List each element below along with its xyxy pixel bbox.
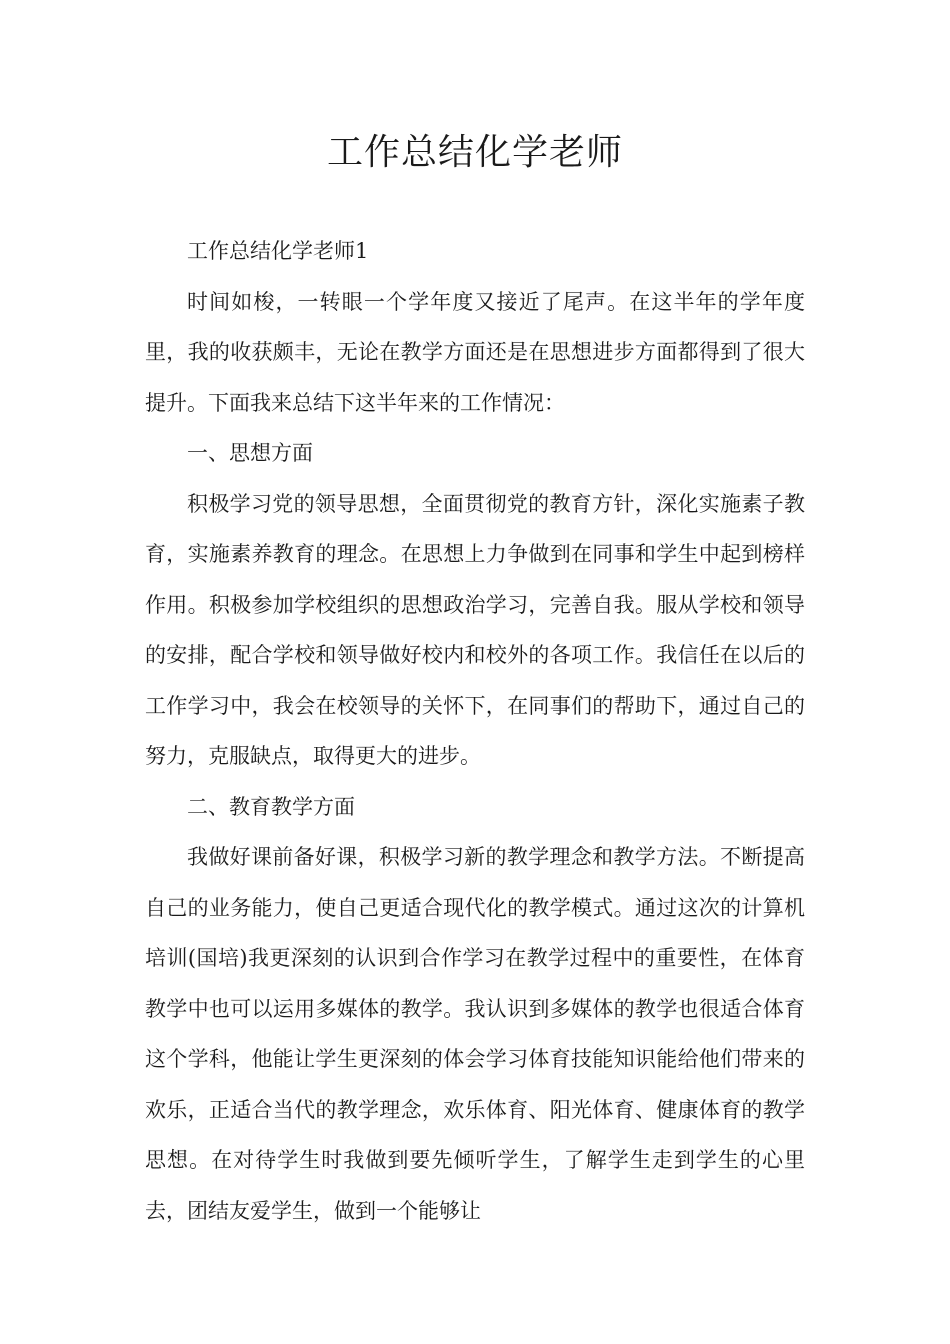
document-body (145, 226, 805, 1236)
body-paragraph: 我做好课前备好课，积极学习新的教学理念和教学方法。不断提高自己的业务能力，使自己更适合现代化的教学模式。通过这次的计算机培训(国培)我更深刻的认识到合作学习在教学过程中的重要性，在体育教学中也可以运用多媒体的教学。我认识到多媒体的教学也很适合体育这个学科，他能让学生更深刻的体会学习体育技能知识能给他们带来的欢乐，正适合当代的教学理念，欢乐体育、阳光体育、健康体育的教学思想。在对待学生时我做到要先倾听学生，了解学生走到学生的心里去，团结友爱学生，做到一个能够让 (145, 845, 805, 1223)
section-heading: 工作总结化学老师1 (187, 239, 369, 263)
document-title: 工作总结化学老师 (326, 132, 623, 173)
body-paragraph: 积极学习党的领导思想，全面贯彻党的教育方针，深化实施素子教育，实施素养教育的理念。在思想上力争做到在同事和学生中起到榜样作用。积极参加学校组织的思想政治学习，完善自我。服从学校和领导的安排，配合学校和领导做好校内和校外的各项工作。我信任在以后的工作学习中，我会在校领导的关怀下，在同事们的帮助下，通过自己的努力，克服缺点，取得更大的进步。 (145, 491, 805, 768)
section-heading: 二、教育教学方面 (187, 794, 355, 819)
intro-paragraph: 时间如梭，一转眼一个学年度又接近了尾声。在这半年的学年度里，我的收获颇丰，无论在教学方面还是在思想进步方面都得到了很大提升。下面我来总结下这半年来的工作情况： (145, 289, 805, 415)
section-heading: 一、思想方面 (187, 441, 313, 465)
